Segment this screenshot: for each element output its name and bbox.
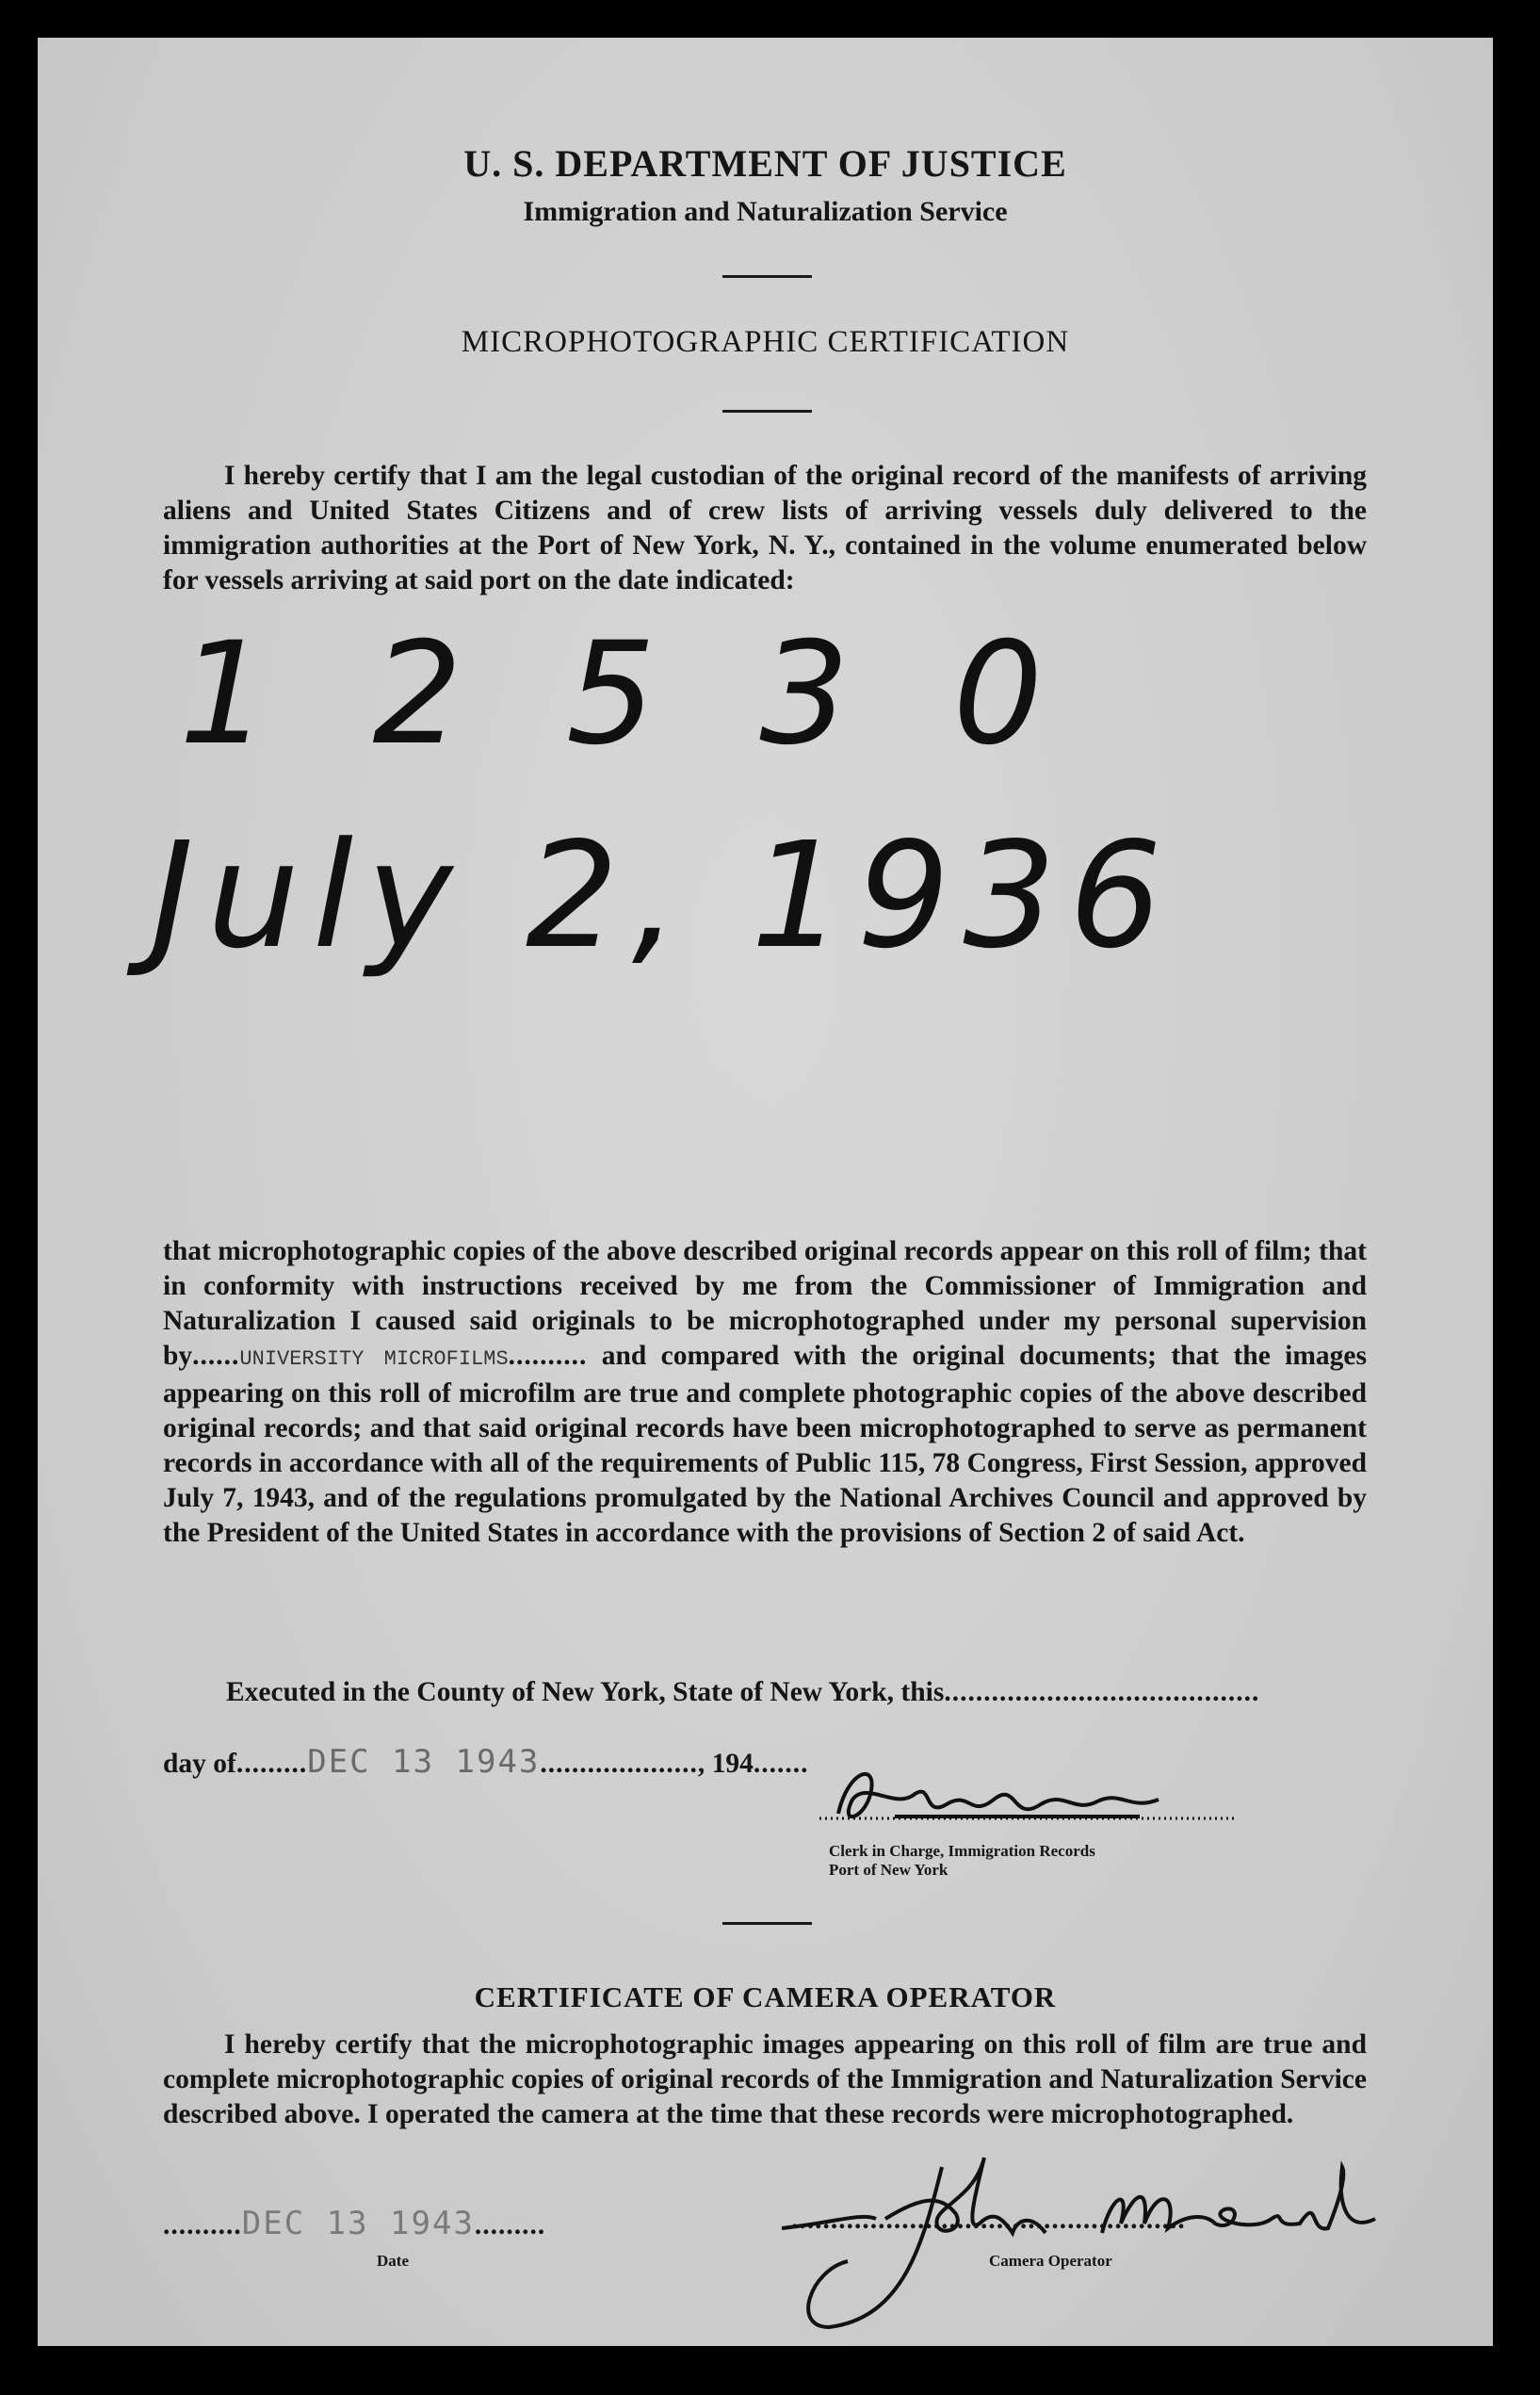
date-signature-line: ..........DEC 13 1943......... [163, 2205, 546, 2242]
certification-paragraph-1 [163, 459, 1367, 598]
date-stamp: DEC 13 1943 [307, 1743, 541, 1781]
clerk-title-line-1: Clerk in Charge, Immigration Records [829, 1842, 1095, 1860]
day-of-label: day of [163, 1749, 236, 1779]
operator-signature-line: .................................................. [791, 2205, 1186, 2235]
camera-certificate-text: I hereby certify that the microphotographic images appearing on this roll of film are true and complete microphotographic copies of original records of the Immigration and Naturalization Service described above. I operated the camera at the time that these records were microphotographed. [163, 2029, 1367, 2129]
executed-text: Executed in the County of New York, State of New York, this [226, 1677, 945, 1707]
typed-company-name: UNIVERSITY MICROFILMS [239, 1347, 509, 1371]
clerk-title [829, 1842, 1095, 1880]
divider-rule [722, 1922, 812, 1925]
clerk-title-line-2: Port of New York [829, 1861, 948, 1879]
handwritten-date: July 2, 1936 [151, 810, 1175, 981]
date-label: Date [377, 2252, 409, 2270]
paragraph-2-end: and compared with the original documents; that the images appearing on this roll of microfilm are true and complete photographic copies of the above described original records; and that said original records have been microphotographed to serve as permanent records in accordance with all of the requirements of Public 115, 78 Congress, First Session, approved July 7, 1943, and of the regulations promulgated by the National Archives Council and approved by the President of the United States in accordance with the provisions of Section 2 of said Act. [163, 1341, 1368, 1548]
certification-paragraph-2: that microphotographic copies of the above described original records appear on this roll of film; that in conformity with instructions received by me from the Commissioner of Immigration and Naturalization I caused said originals to be microphotographed under my personal supervision by......UNIVERSITY MICROFILMS.......... and compared with the original documents; that the images appearing on this roll of microfilm are true and complete photographic copies of the above described original records; and that said original records have been microphotographed to serve as permanent records in accordance with all of the requirements of Public 115, 78 Congress, First Session, approved July 7, 1943, and of the regulations promulgated by the National Archives Council and approved by the President of the United States in accordance with the provisions of Section 2 of said Act. [163, 1236, 1368, 1548]
paragraph-1-text: I hereby certify that I am the legal custodian of the original record of the manifests of arriving aliens and United States Citizens and of crew lists of arriving vessels duly delivered to the immigration authorities at the Port of New York, N. Y., contained in the volume enumerated below for vessels arriving at said port on the date indicated: [163, 461, 1367, 595]
paragraph-2-start: that microphotographic copies of the above described original records appear on this roll of film; that in conformity with instructions received by me from the Commissioner of Immigration and Naturalization I caused said originals to be microphotographed under my personal supervision by [163, 1236, 1367, 1371]
document-page [38, 38, 1493, 2346]
camera-date-stamp: DEC 13 1943 [241, 2205, 475, 2242]
handwritten-volume-number: 12530 [179, 612, 1147, 776]
executed-line: Executed in the County of New York, State of New York, this........................................ [226, 1677, 1260, 1707]
department-heading: U. S. DEPARTMENT OF JUSTICE [463, 142, 1067, 185]
service-subheading: Immigration and Naturalization Service [523, 196, 1008, 227]
camera-certificate-paragraph [163, 2028, 1367, 2132]
clerk-signature [782, 1743, 1272, 1847]
certification-title: MICROPHOTOGRAPHIC CERTIFICATION [461, 325, 1070, 359]
day-of-line: day of.........DEC 13 1943...................., 194....... [163, 1743, 809, 1781]
camera-operator-signature [772, 2129, 1451, 2355]
camera-operator-label: Camera Operator [989, 2252, 1112, 2270]
divider-rule [722, 410, 812, 413]
year-prefix: , 194 [697, 1749, 754, 1779]
camera-certificate-title: CERTIFICATE OF CAMERA OPERATOR [474, 1980, 1057, 2013]
divider-rule [722, 275, 812, 278]
